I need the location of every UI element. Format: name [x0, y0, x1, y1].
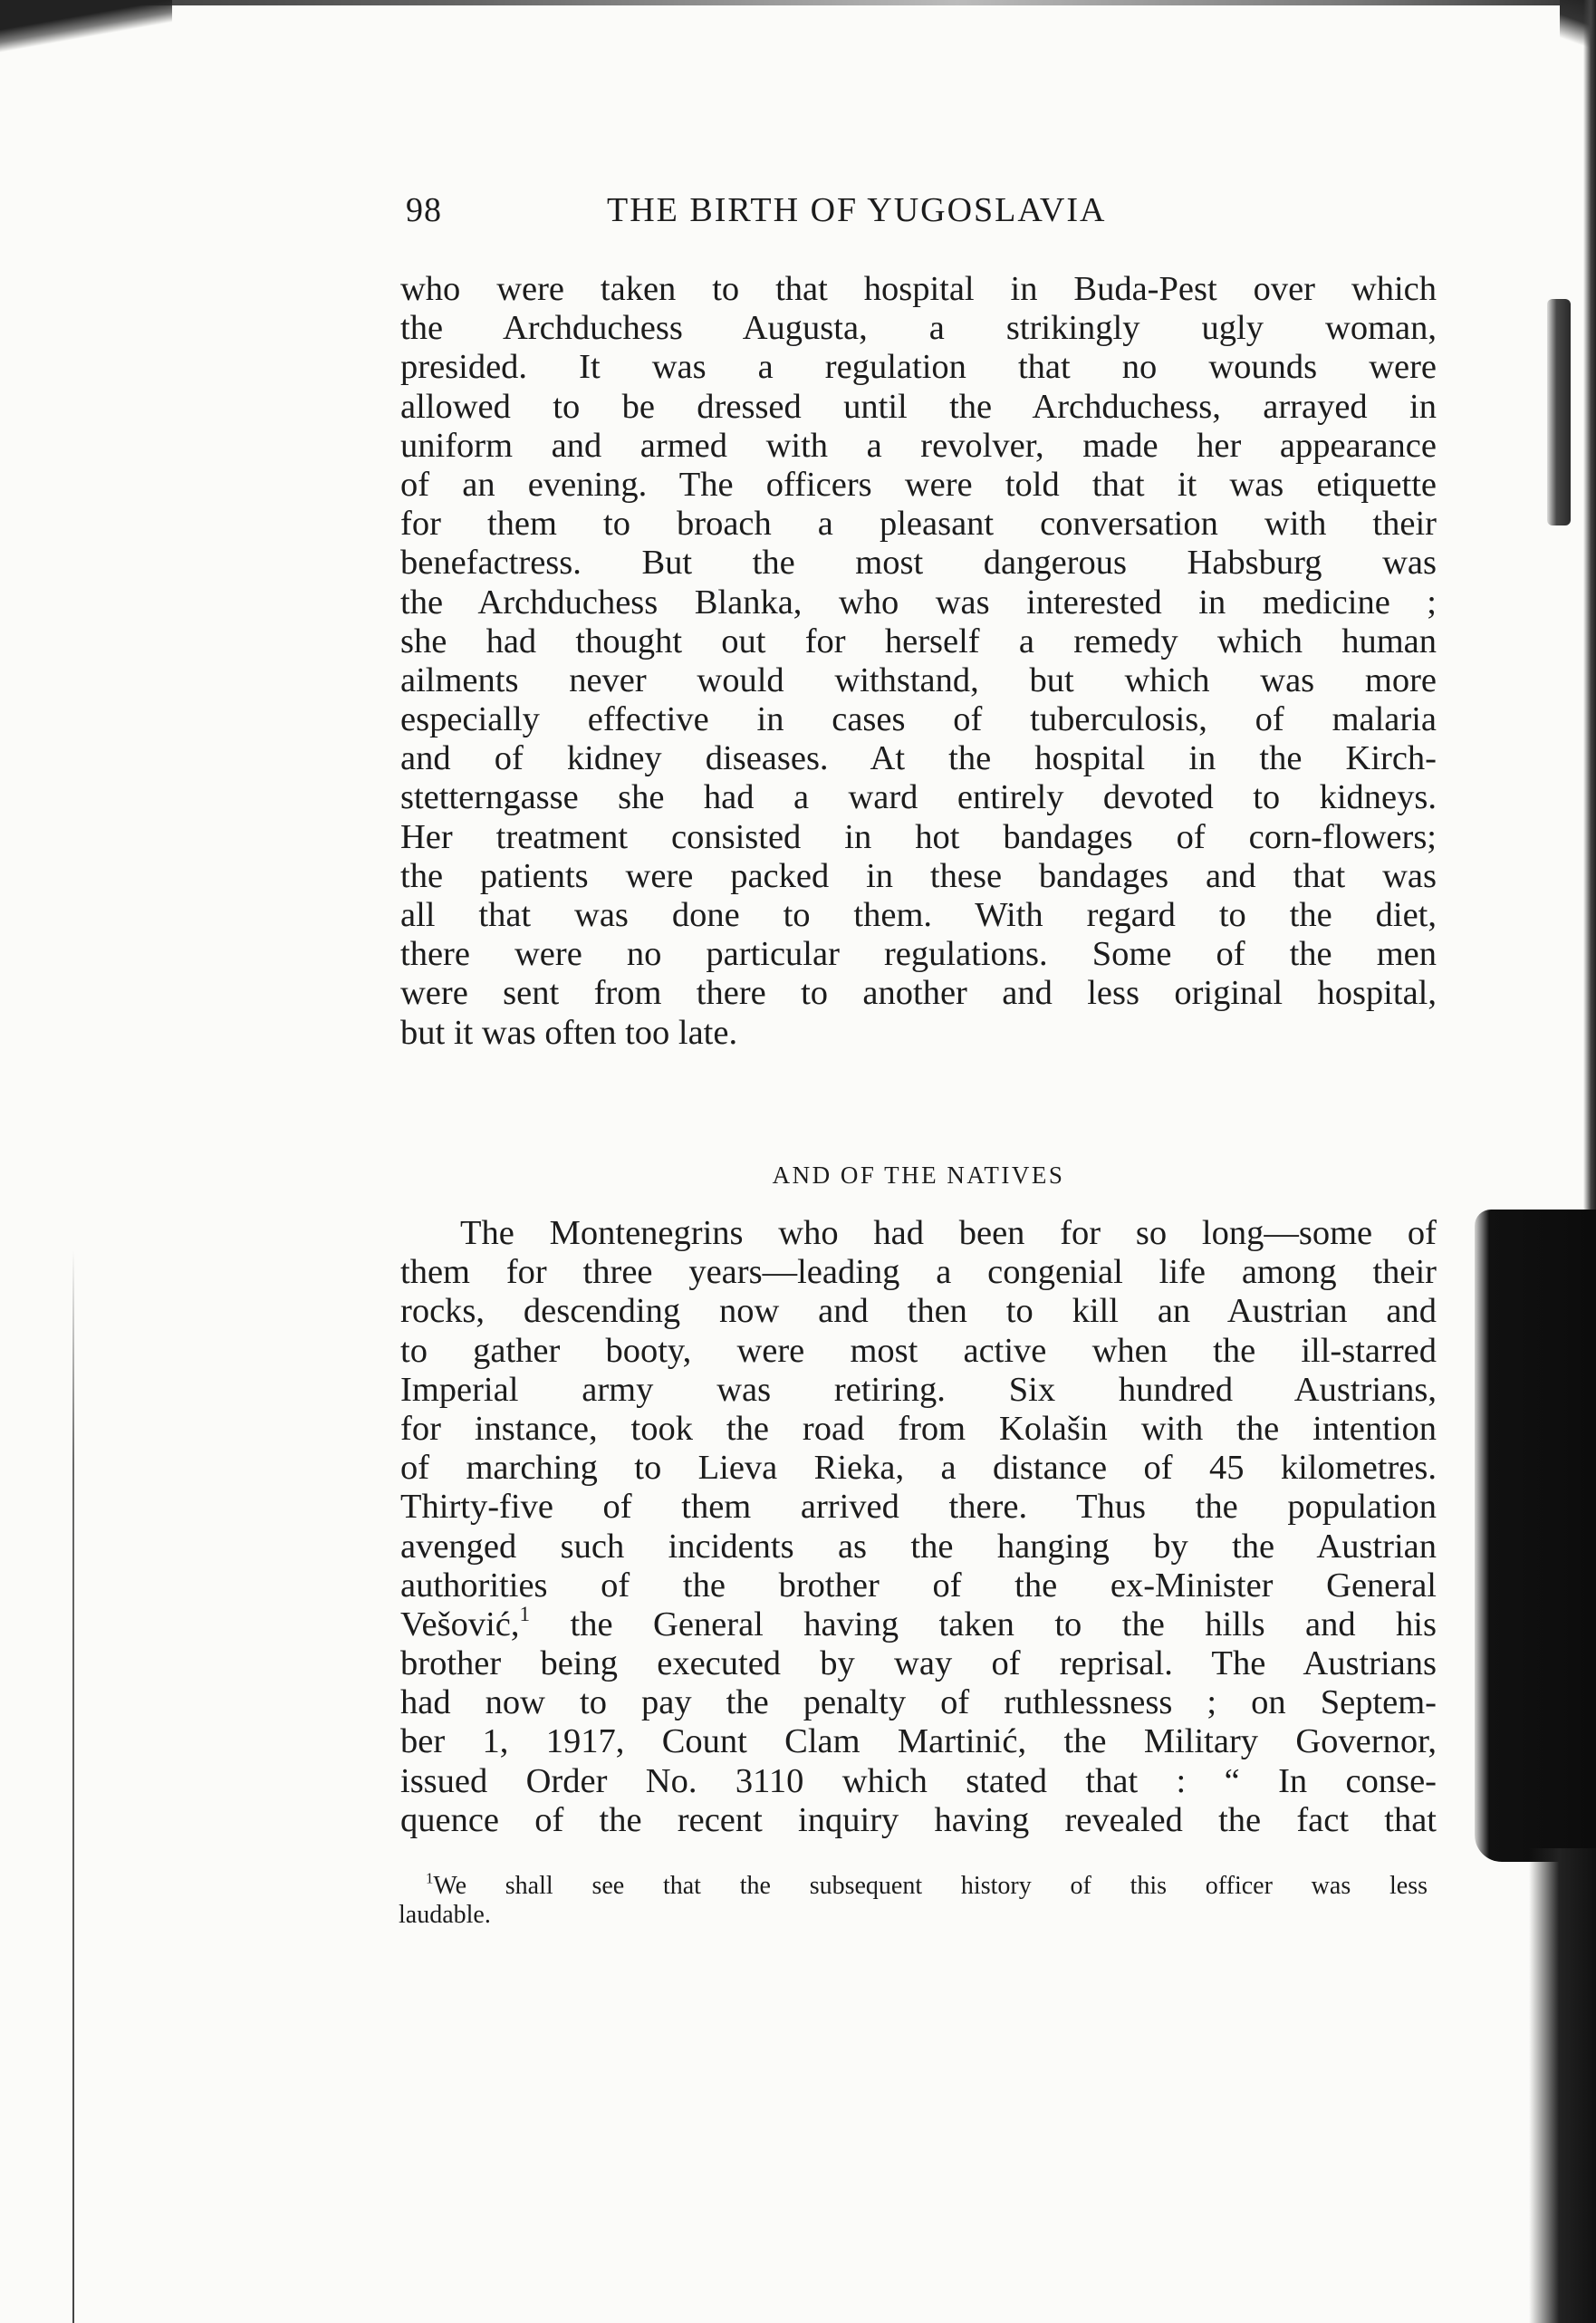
text-line: the Archduchess Blanka, who was interested in medicine ;	[400, 583, 1437, 622]
text-line: for instance, took the road from Kolašin with the intention	[400, 1409, 1437, 1448]
text-line: rocks, descending now and then to kill an Austrian and	[400, 1292, 1437, 1331]
footnote	[399, 1869, 1428, 1930]
page-header	[406, 190, 1420, 236]
footnote-line	[399, 1869, 1428, 1901]
text-fragment: the General having taken to the hills and his	[530, 1605, 1437, 1643]
text-line: stetterngasse she had a ward entirely devoted to kidneys.	[400, 778, 1437, 817]
text-line: Thirty-five of them arrived there. Thus the population	[400, 1488, 1437, 1527]
text-line: issued Order No. 3110 which stated that : “ In conse-	[400, 1761, 1437, 1800]
text-line: were sent from there to another and less original hospital,	[400, 974, 1437, 1013]
text-line: had now to pay the penalty of ruthlessness ; on Septem-	[400, 1683, 1437, 1722]
text-line: quence of the recent inquiry having revealed the fact that	[400, 1800, 1437, 1839]
footnote-reference: 1	[519, 1601, 531, 1625]
scan-shadow-right-middle	[1475, 1210, 1596, 1862]
text-line: ber 1, 1917, Count Clam Martinić, the Military Governor,	[400, 1722, 1437, 1761]
text-line: benefactress. But the most dangerous Habsburg was	[400, 544, 1437, 583]
footnote-marker: 1	[426, 1869, 434, 1887]
page-number: 98	[406, 191, 442, 229]
text-line: brother being executed by way of reprisal. The Austrians	[400, 1644, 1437, 1683]
text-line: the Archduchess Augusta, a strikingly ugly woman,	[400, 309, 1437, 348]
text-line: of marching to Lieva Rieka, a distance of 45 kilometres.	[400, 1449, 1437, 1488]
text-line: the patients were packed in these bandages and that was	[400, 856, 1437, 895]
text-line: there were no particular regulations. Some of the men	[400, 935, 1437, 974]
text-fragment: Vešović,	[400, 1605, 520, 1643]
text-line: Her treatment consisted in hot bandages of corn-flowers;	[400, 817, 1437, 856]
text-line-with-footnote	[400, 1601, 1437, 1644]
running-title: THE BIRTH OF YUGOSLAVIA	[607, 191, 1107, 229]
text-line: for them to broach a pleasant conversation with their	[400, 505, 1437, 544]
text-line: Imperial army was retiring. Six hundred Austrians,	[400, 1370, 1437, 1409]
footnote-line: laudable.	[399, 1901, 491, 1929]
text-line: but it was often too late.	[400, 1013, 738, 1052]
footnote-text: We shall see that the subsequent history of this officer was less	[433, 1872, 1428, 1900]
scan-edge-top	[0, 0, 1596, 5]
text-line: especially effective in cases of tuberculosis, of malaria	[400, 700, 1437, 739]
section-heading: AND OF THE NATIVES	[772, 1162, 1065, 1189]
scan-shadow-top-left	[0, 0, 172, 54]
scan-shadow-right-lower	[1529, 1848, 1596, 2323]
text-line: presided. It was a regulation that no wounds were	[400, 348, 1437, 387]
text-line: all that was done to them. With regard to the diet,	[400, 896, 1437, 934]
text-line: The Montenegrins who had been for so long—some of	[460, 1214, 1437, 1252]
text-line: ailments never would withstand, but which was more	[400, 660, 1437, 699]
text-line: and of kidney diseases. At the hospital in the Kirch-	[400, 739, 1437, 778]
text-line: who were taken to that hospital in Buda-Pest over which	[400, 270, 1437, 308]
paragraph-hospital	[400, 270, 1437, 1053]
paragraph-montenegrins	[400, 1214, 1437, 1840]
text-line: to gather booty, were most active when the ill-starred	[400, 1331, 1437, 1370]
text-line: she had thought out for herself a remedy which human	[400, 622, 1437, 660]
text-line: of an evening. The officers were told that it was etiquette	[400, 465, 1437, 504]
scan-shadow-right-upper	[1547, 299, 1571, 525]
text-line: allowed to be dressed until the Archduchess, arrayed in	[400, 387, 1437, 426]
scan-edge-left	[72, 1250, 74, 2323]
text-line: uniform and armed with a revolver, made her appearance	[400, 426, 1437, 465]
text-line: avenged such incidents as the hanging by the Austrian	[400, 1527, 1437, 1566]
text-line: them for three years—leading a congenial life among their	[400, 1253, 1437, 1292]
text-line: authorities of the brother of the ex-Minister General	[400, 1566, 1437, 1605]
